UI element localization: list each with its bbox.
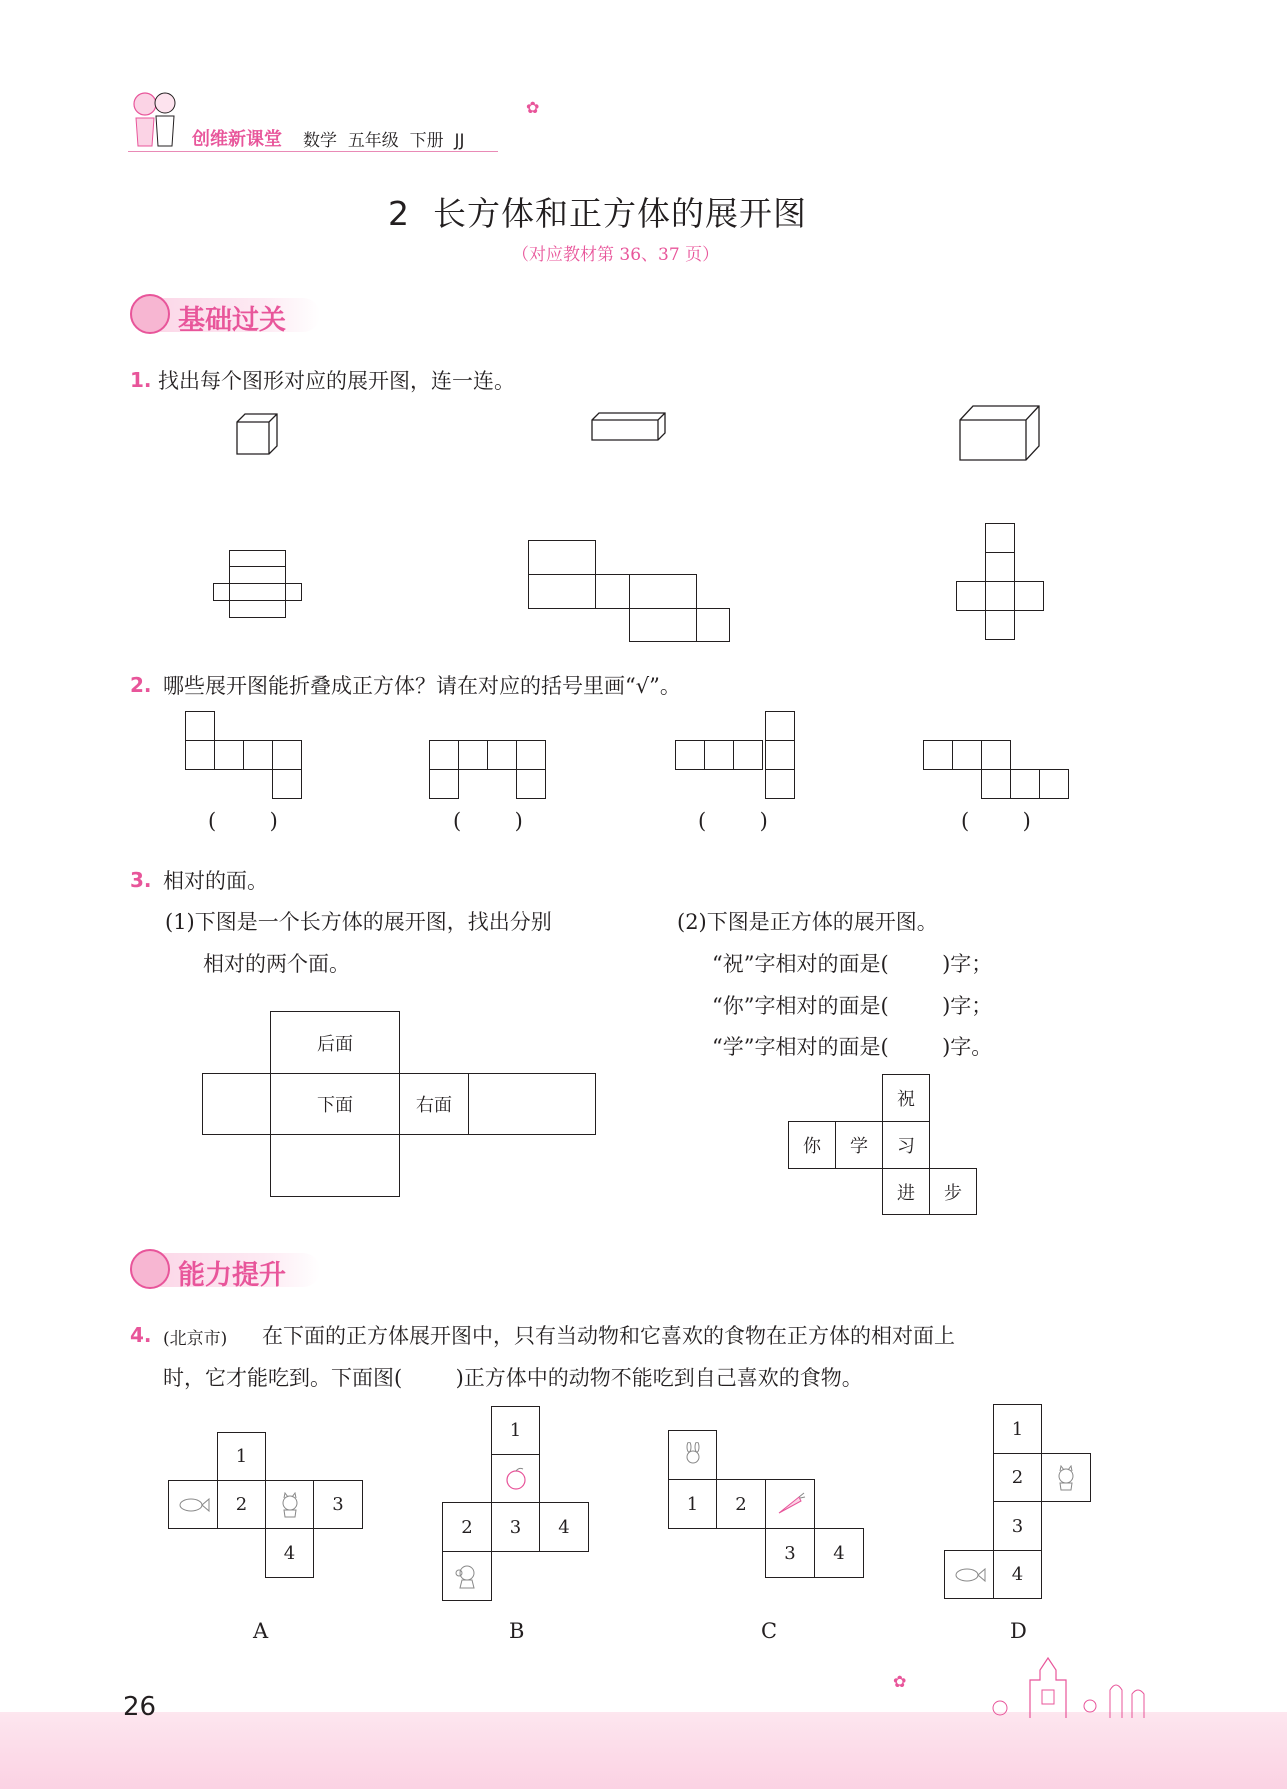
- q1-large-box: [959, 404, 1041, 462]
- face-extra: [468, 1073, 596, 1135]
- face-number: 3: [784, 1542, 796, 1564]
- cat-icon: [273, 1492, 307, 1518]
- net-face-1: [668, 1479, 717, 1529]
- net-face: [956, 581, 986, 611]
- carrot-icon: [773, 1491, 807, 1517]
- q2-answer-blank-4[interactable]: ( ): [961, 809, 1031, 833]
- face-number: 4: [558, 1516, 570, 1538]
- net-face: [1039, 769, 1069, 799]
- net-face: [458, 740, 488, 770]
- face-back-label: 后面: [317, 1033, 353, 1055]
- q1-flat-box: [591, 412, 667, 442]
- face-front: [270, 1134, 400, 1197]
- q1-text: 找出每个图形对应的展开图，连一连。: [158, 369, 515, 393]
- net-face: [981, 740, 1011, 770]
- header-subject-text: 数学: [303, 131, 337, 151]
- net-face-fish: [944, 1550, 994, 1599]
- net-face: [675, 740, 705, 770]
- face-number: 2: [1011, 1467, 1024, 1488]
- face-number: 4: [1011, 1564, 1024, 1585]
- q4-option-c[interactable]: C: [761, 1619, 778, 1643]
- header-mascot: [128, 88, 180, 150]
- fish-icon: [952, 1562, 986, 1588]
- q3-part2-line3: “你”字相对的面是( )字；: [712, 994, 993, 1018]
- net-face: [213, 583, 230, 601]
- q2-answer-blank-2[interactable]: ( ): [453, 809, 523, 833]
- q2-number: 2.: [130, 673, 152, 697]
- footer-castle-icon: [990, 1650, 1170, 1724]
- q2-answer-blank-1[interactable]: ( ): [208, 809, 278, 833]
- net-face: [704, 740, 734, 770]
- q4-option-d[interactable]: D: [1010, 1619, 1027, 1643]
- section-basic-title: 基础过关: [178, 305, 286, 336]
- net-face: [516, 740, 546, 770]
- face-number: 1: [686, 1493, 699, 1515]
- page-number: 26: [123, 1692, 157, 1722]
- face-xue: [835, 1121, 883, 1169]
- face-jin-label: 进: [897, 1182, 915, 1204]
- q4-source: (北京市): [163, 1329, 228, 1349]
- net-face-2: [716, 1479, 766, 1529]
- face-right: [399, 1073, 469, 1135]
- header-edition: JJ: [454, 131, 465, 151]
- section-basic-banner: [130, 294, 350, 334]
- face-jin: [882, 1168, 930, 1215]
- net-face-rabbit: [668, 1430, 717, 1480]
- header-rule: [128, 151, 498, 152]
- net-face: [952, 740, 982, 770]
- section-mascot-icon: [130, 1249, 170, 1289]
- net-face: [765, 740, 795, 770]
- net-face-3: [313, 1480, 363, 1529]
- rabbit-icon: [676, 1442, 710, 1468]
- net-face: [272, 769, 302, 799]
- q4-line2: 时，它才能吃到。下面图( )正方体中的动物不能吃到自己喜欢的食物。: [163, 1366, 863, 1390]
- net-face: [1014, 581, 1044, 611]
- net-face-3: [765, 1528, 815, 1578]
- face-zhu: [882, 1074, 930, 1122]
- q4-option-b[interactable]: B: [509, 1619, 525, 1643]
- header-subject: [303, 126, 464, 151]
- net-face-2: [217, 1480, 266, 1529]
- net-face: [696, 608, 730, 642]
- face-back: [270, 1011, 400, 1074]
- net-face: [214, 740, 244, 770]
- face-bottom: [270, 1073, 400, 1135]
- net-face-4: [814, 1528, 864, 1578]
- face-number: 4: [283, 1542, 296, 1564]
- q1-cube: [236, 412, 280, 456]
- monkey-icon: [450, 1563, 484, 1589]
- net-face: [629, 574, 697, 609]
- net-face-1: [217, 1432, 266, 1481]
- q4-line1: 在下面的正方体展开图中，只有当动物和它喜欢的食物在正方体的相对面上: [262, 1324, 955, 1348]
- net-face: [629, 608, 697, 642]
- net-face-3: [491, 1502, 540, 1552]
- header-flower-icon: ✿: [526, 98, 540, 117]
- page-title: 2 长方体和正方体的展开图: [388, 194, 807, 233]
- net-face-4: [993, 1550, 1042, 1599]
- q3-part2-line4: “学”字相对的面是( )字。: [712, 1035, 993, 1059]
- face-left: [202, 1073, 271, 1135]
- q3-part2-line1: (2)下图是正方体的展开图。: [677, 910, 938, 934]
- face-bu-label: 步: [944, 1182, 962, 1204]
- net-face-4: [265, 1528, 314, 1578]
- net-face: [1010, 769, 1040, 799]
- net-face-1: [491, 1406, 540, 1455]
- net-face-carrot: [765, 1479, 815, 1529]
- face-number: 1: [235, 1446, 248, 1467]
- net-face: [229, 583, 286, 601]
- face-number: 3: [332, 1494, 344, 1515]
- net-face-1: [993, 1404, 1042, 1454]
- net-face: [985, 552, 1015, 582]
- net-face: [285, 583, 302, 601]
- face-number: 4: [833, 1542, 845, 1564]
- net-face: [765, 711, 795, 741]
- net-face: [229, 600, 286, 618]
- net-face: [229, 566, 286, 584]
- face-number: 1: [1011, 1418, 1024, 1440]
- net-face: [528, 574, 596, 609]
- net-face: [985, 610, 1015, 640]
- q3-number: 3.: [130, 868, 152, 892]
- q1-number: 1.: [130, 368, 152, 392]
- fish-icon: [176, 1492, 210, 1518]
- q3-text: 相对的面。: [163, 869, 268, 893]
- net-face: [429, 769, 459, 799]
- face-xue-label: 学: [850, 1136, 868, 1157]
- face-number: 2: [735, 1493, 747, 1515]
- net-face-cat: [265, 1480, 314, 1529]
- face-number: 1: [509, 1420, 522, 1441]
- face-number: 3: [1011, 1515, 1024, 1537]
- net-face: [272, 740, 302, 770]
- header-volume: 下册: [409, 131, 444, 151]
- net-face: [923, 740, 953, 770]
- net-face: [429, 740, 459, 770]
- face-number: 3: [509, 1516, 522, 1538]
- net-face: [733, 740, 763, 770]
- page-subtitle: （对应教材第 36、37 页）: [512, 245, 720, 265]
- net-face: [516, 769, 546, 799]
- face-number: 2: [235, 1494, 248, 1515]
- face-zhu-label: 祝: [897, 1089, 915, 1110]
- q3-part1-line2: 相对的两个面。: [203, 952, 350, 976]
- header-grade: 五年级: [347, 131, 399, 151]
- net-face-4: [539, 1502, 589, 1552]
- net-face: [595, 574, 630, 609]
- section-ability-banner: [130, 1249, 350, 1289]
- net-face-fish: [168, 1480, 218, 1529]
- face-bottom-label: 下面: [317, 1095, 353, 1116]
- peach-icon: [499, 1466, 533, 1492]
- face-xi-label: 习: [897, 1136, 915, 1157]
- net-face-2: [442, 1502, 492, 1552]
- net-face-cat: [1041, 1453, 1091, 1502]
- q4-number: 4.: [130, 1323, 152, 1347]
- q2-answer-blank-3[interactable]: ( ): [698, 809, 768, 833]
- q3-part1-line1: (1)下图是一个长方体的展开图，找出分别: [165, 910, 552, 934]
- face-right-label: 右面: [416, 1095, 452, 1116]
- footer-flower-icon: ✿: [893, 1672, 907, 1691]
- net-face: [487, 740, 517, 770]
- q2-text: 哪些展开图能折叠成正方体？请在对应的括号里画“√”。: [163, 674, 681, 698]
- net-face: [985, 523, 1015, 553]
- net-face: [185, 711, 215, 741]
- net-face: [185, 740, 215, 770]
- net-face-3: [993, 1501, 1042, 1551]
- section-ability-title: 能力提升: [178, 1260, 286, 1291]
- net-face: [243, 740, 273, 770]
- q4-option-a[interactable]: A: [253, 1619, 269, 1643]
- net-face: [765, 769, 795, 799]
- header-brand: 创维新课堂: [192, 129, 282, 150]
- q3-part2-line2: “祝”字相对的面是( )字；: [712, 952, 993, 976]
- face-xi: [882, 1121, 930, 1169]
- net-face: [985, 581, 1015, 611]
- face-ni-label: 你: [803, 1136, 821, 1157]
- net-face: [229, 550, 286, 567]
- net-face: [528, 540, 596, 575]
- net-face-monkey: [442, 1551, 492, 1601]
- cat-icon: [1049, 1465, 1083, 1491]
- face-ni: [788, 1121, 836, 1169]
- section-mascot-icon: [130, 294, 170, 334]
- face-number: 2: [461, 1516, 473, 1538]
- net-face-peach: [491, 1454, 540, 1503]
- face-bu: [929, 1168, 977, 1215]
- net-face-2: [993, 1453, 1042, 1502]
- net-face: [981, 769, 1011, 799]
